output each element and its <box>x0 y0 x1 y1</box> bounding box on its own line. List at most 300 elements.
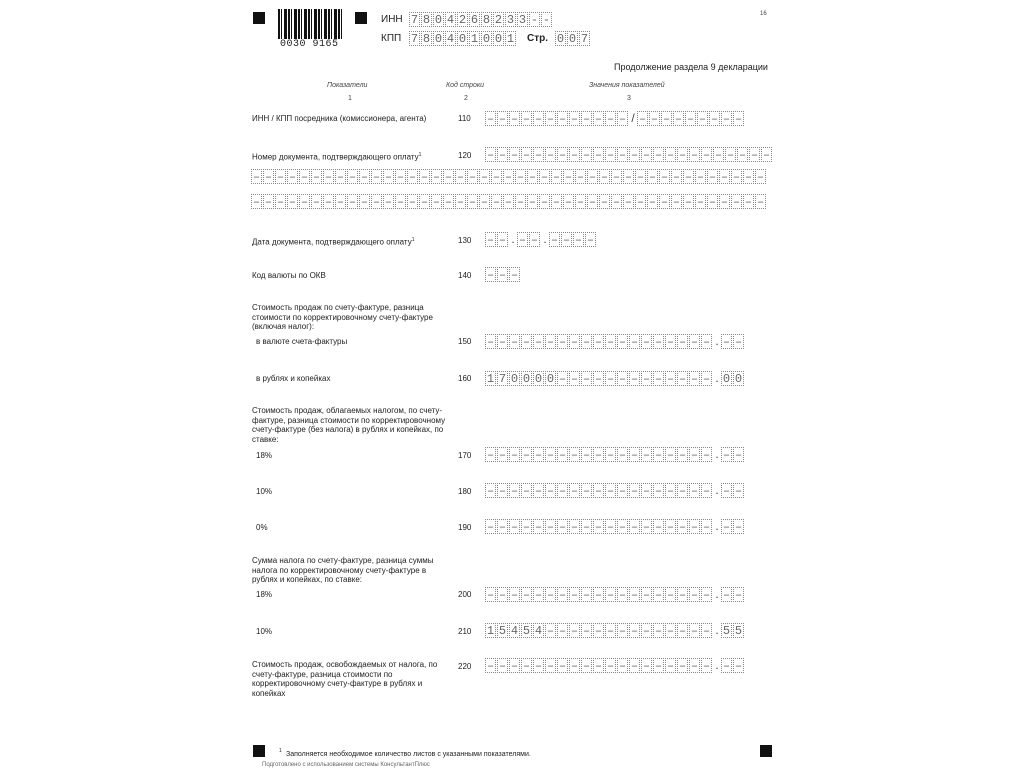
char-cell: – <box>510 659 519 673</box>
char-cell: – <box>534 148 543 162</box>
char-cell: – <box>252 170 261 184</box>
char-cell: – <box>666 335 675 349</box>
row-210-field[interactable] <box>485 623 745 638</box>
char-cell: – <box>720 170 729 184</box>
char-cell: – <box>582 112 591 126</box>
char-cell: – <box>372 170 381 184</box>
char-cell: – <box>666 520 675 534</box>
char-cell: – <box>498 268 507 282</box>
char-cell: – <box>618 520 627 534</box>
row-130-date-field[interactable] <box>485 232 597 247</box>
char-cell: – <box>642 588 651 602</box>
char-cell: 0 <box>510 372 519 386</box>
row-120-label-text: Номер документа, подтверждающего оплату <box>252 152 419 162</box>
char-cell: – <box>432 170 441 184</box>
row-210-code: 210 <box>458 627 472 636</box>
row-190-code: 190 <box>458 523 472 532</box>
char-cell: – <box>492 195 501 209</box>
row-200-field[interactable] <box>485 587 745 602</box>
row-150-code: 150 <box>458 337 472 346</box>
char-cell: – <box>558 335 567 349</box>
char-cell: – <box>558 659 567 673</box>
char-cell: – <box>612 170 621 184</box>
char-cell: – <box>420 170 429 184</box>
char-cell: – <box>498 659 507 673</box>
char-cell: – <box>594 335 603 349</box>
char-cell: – <box>420 195 429 209</box>
char-cell: – <box>594 148 603 162</box>
char-cell: – <box>582 484 591 498</box>
row-130-footnote-mark: 1 <box>411 237 415 243</box>
char-cell: – <box>558 148 567 162</box>
row-180-label: 10% <box>256 487 273 496</box>
footnote-mark: 1 <box>279 748 282 754</box>
char-cell: 0 <box>734 372 743 386</box>
row-110-field[interactable] <box>485 111 745 126</box>
char-cell: – <box>678 372 687 386</box>
char-cell: – <box>582 659 591 673</box>
char-cell: – <box>498 233 507 247</box>
char-cell: – <box>642 148 651 162</box>
source-note: Подготовлено с использованием системы КонсультантПлюс <box>262 762 430 768</box>
char-cell: – <box>654 335 663 349</box>
row-160-label: в рублях и копейках <box>256 374 331 383</box>
char-cell: 2 <box>494 13 503 27</box>
char-cell: – <box>582 335 591 349</box>
char-cell: – <box>504 195 513 209</box>
char-cell: – <box>714 148 723 162</box>
char-cell: – <box>498 148 507 162</box>
char-cell: 0 <box>482 32 491 46</box>
row-160-field[interactable] <box>485 371 745 386</box>
char-cell: – <box>690 624 699 638</box>
char-cell: – <box>510 588 519 602</box>
char-cell: 0 <box>534 372 543 386</box>
char-cell: – <box>630 148 639 162</box>
row-120-label <box>252 151 442 162</box>
char-cell: – <box>594 484 603 498</box>
row-180-field[interactable] <box>485 483 745 498</box>
char-cell: 4 <box>510 624 519 638</box>
char-cell: – <box>726 148 735 162</box>
barcode-icon <box>278 9 344 39</box>
row-140-field[interactable] <box>485 267 521 282</box>
char-cell: – <box>606 448 615 462</box>
char-cell: – <box>570 112 579 126</box>
char-cell: – <box>534 335 543 349</box>
row-130-label-text: Дата документа, подтверждающего оплату <box>252 237 412 247</box>
char-cell: – <box>408 195 417 209</box>
char-cell: - <box>530 13 539 27</box>
char-cell: – <box>432 195 441 209</box>
corner-marker-top-mid <box>355 12 367 24</box>
char-cell: – <box>756 170 765 184</box>
char-cell: – <box>264 195 273 209</box>
char-cell: – <box>576 195 585 209</box>
char-cell: – <box>734 520 743 534</box>
char-cell: – <box>522 335 531 349</box>
char-cell: – <box>678 520 687 534</box>
row-110-code: 110 <box>458 114 471 123</box>
char-cell: – <box>600 170 609 184</box>
char-cell: 5 <box>522 624 531 638</box>
char-cell: – <box>650 112 659 126</box>
char-cell: – <box>630 659 639 673</box>
char-cell: – <box>678 588 687 602</box>
char-cell: – <box>654 588 663 602</box>
column-number-3: 3 <box>627 95 631 102</box>
row-120-field-line-1[interactable] <box>485 147 773 162</box>
char-cell: – <box>486 588 495 602</box>
separator: . <box>715 587 719 601</box>
char-cell: – <box>630 588 639 602</box>
char-cell: – <box>558 112 567 126</box>
char-cell: – <box>558 484 567 498</box>
char-cell: 8 <box>422 13 431 27</box>
char-cell: – <box>570 372 579 386</box>
separator: . <box>715 447 719 461</box>
column-number-2: 2 <box>464 95 468 102</box>
char-cell: – <box>654 448 663 462</box>
char-cell: – <box>384 195 393 209</box>
char-cell: – <box>612 195 621 209</box>
char-cell: – <box>738 148 747 162</box>
char-cell: – <box>486 268 495 282</box>
char-cell: – <box>618 112 627 126</box>
char-cell: – <box>690 448 699 462</box>
char-cell: – <box>686 112 695 126</box>
char-cell: – <box>734 448 743 462</box>
char-cell: – <box>576 170 585 184</box>
char-cell: – <box>558 372 567 386</box>
char-cell: – <box>666 588 675 602</box>
char-cell: – <box>698 112 707 126</box>
char-cell: – <box>654 659 663 673</box>
column-number-1: 1 <box>348 95 352 102</box>
char-cell: – <box>444 195 453 209</box>
char-cell: – <box>522 448 531 462</box>
group-170-label: Стоимость продаж, облагаемых налогом, по счету-фактуре, разница стоимости по корректировочному счету-фактуре (без налога) в рублях и копейках, по ставке: <box>252 406 446 444</box>
char-cell: – <box>654 372 663 386</box>
char-cell: – <box>288 195 297 209</box>
char-cell: – <box>510 484 519 498</box>
char-cell: – <box>734 335 743 349</box>
separator: . <box>715 371 719 385</box>
separator: . <box>715 658 719 672</box>
char-cell: – <box>510 268 519 282</box>
char-cell: – <box>498 588 507 602</box>
char-cell: – <box>360 195 369 209</box>
row-200-code: 200 <box>458 590 472 599</box>
char-cell: – <box>702 484 711 498</box>
separator: . <box>715 334 719 348</box>
char-cell: – <box>570 520 579 534</box>
row-210-label: 10% <box>256 627 273 636</box>
char-cell: – <box>300 170 309 184</box>
char-cell: – <box>708 170 717 184</box>
row-190-field[interactable] <box>485 519 745 534</box>
char-cell: – <box>546 520 555 534</box>
char-cell: – <box>324 170 333 184</box>
char-cell: – <box>540 195 549 209</box>
char-cell: – <box>468 195 477 209</box>
char-cell: – <box>546 588 555 602</box>
inn-label: ИНН <box>381 14 403 25</box>
char-cell: – <box>690 148 699 162</box>
char-cell: – <box>516 170 525 184</box>
row-140-code: 140 <box>458 271 472 280</box>
char-cell: – <box>636 195 645 209</box>
char-cell: – <box>360 170 369 184</box>
footnote-text: Заполняется необходимое количество листов с указанными показателями. <box>286 751 531 758</box>
char-cell: 1 <box>470 32 479 46</box>
continuation-title: Продолжение раздела 9 декларации <box>614 62 768 72</box>
char-cell: – <box>522 484 531 498</box>
char-cell: – <box>582 148 591 162</box>
char-cell: 1 <box>506 32 515 46</box>
char-cell: – <box>582 448 591 462</box>
char-cell: – <box>570 588 579 602</box>
group-200-label: Сумма налога по счету-фактуре, разница суммы налога по корректировочному счету-фактуре в рублях и копейках, по ставке: <box>252 556 434 584</box>
char-cell: – <box>666 448 675 462</box>
char-cell: 5 <box>722 624 731 638</box>
char-cell: – <box>468 170 477 184</box>
char-cell: – <box>570 335 579 349</box>
char-cell: 7 <box>580 32 589 46</box>
char-cell: – <box>594 588 603 602</box>
char-cell: – <box>606 148 615 162</box>
char-cell: – <box>734 588 743 602</box>
char-cell: – <box>678 335 687 349</box>
row-180-code: 180 <box>458 487 472 496</box>
char-cell: 4 <box>446 32 455 46</box>
char-cell: – <box>666 624 675 638</box>
char-cell: – <box>684 170 693 184</box>
char-cell: – <box>678 659 687 673</box>
row-120-field-line-3[interactable] <box>251 194 767 209</box>
char-cell: – <box>546 659 555 673</box>
char-cell: – <box>522 659 531 673</box>
char-cell: – <box>546 624 555 638</box>
char-cell: – <box>678 148 687 162</box>
char-cell: – <box>630 484 639 498</box>
char-cell: – <box>552 195 561 209</box>
char-cell: – <box>558 448 567 462</box>
char-cell: – <box>722 659 731 673</box>
char-cell: – <box>648 170 657 184</box>
row-220-field[interactable] <box>485 658 745 673</box>
char-cell: – <box>624 170 633 184</box>
char-cell: – <box>720 195 729 209</box>
char-cell: – <box>498 484 507 498</box>
char-cell: 3 <box>518 13 527 27</box>
char-cell: – <box>702 659 711 673</box>
char-cell: – <box>288 170 297 184</box>
char-cell: – <box>744 170 753 184</box>
char-cell: – <box>642 659 651 673</box>
char-cell: – <box>690 659 699 673</box>
row-130-code: 130 <box>458 236 472 245</box>
row-160-code: 160 <box>458 374 472 383</box>
char-cell: – <box>638 112 647 126</box>
row-140-label: Код валюты по ОКВ <box>252 271 326 280</box>
char-cell: – <box>666 484 675 498</box>
char-cell: – <box>558 520 567 534</box>
char-cell: – <box>722 520 731 534</box>
row-200-label: 18% <box>256 590 273 599</box>
char-cell: – <box>348 170 357 184</box>
char-cell: – <box>530 233 539 247</box>
char-cell: – <box>642 484 651 498</box>
char-cell: – <box>510 148 519 162</box>
char-cell: – <box>630 520 639 534</box>
char-cell: – <box>582 624 591 638</box>
char-cell: – <box>654 520 663 534</box>
char-cell: – <box>606 112 615 126</box>
char-cell: – <box>722 335 731 349</box>
char-cell: – <box>606 484 615 498</box>
separator: . <box>715 623 719 637</box>
row-170-field[interactable] <box>485 447 745 462</box>
corner-marker-bottom-right <box>760 745 772 757</box>
char-cell: 8 <box>422 32 431 46</box>
char-cell: 7 <box>410 32 419 46</box>
char-cell: – <box>570 484 579 498</box>
row-170-label: 18% <box>256 451 273 460</box>
char-cell: – <box>252 195 261 209</box>
char-cell: – <box>708 195 717 209</box>
char-cell: – <box>666 372 675 386</box>
char-cell: 0 <box>434 13 443 27</box>
char-cell: – <box>540 170 549 184</box>
char-cell: 5 <box>498 624 507 638</box>
char-cell: – <box>588 195 597 209</box>
char-cell: – <box>722 484 731 498</box>
char-cell: – <box>690 588 699 602</box>
char-cell: – <box>642 335 651 349</box>
row-150-label: в валюте счета-фактуры <box>256 337 348 346</box>
char-cell: 0 <box>546 372 555 386</box>
char-cell: – <box>660 170 669 184</box>
char-cell: – <box>624 195 633 209</box>
char-cell: – <box>480 195 489 209</box>
char-cell: 2 <box>458 13 467 27</box>
char-cell: – <box>324 195 333 209</box>
char-cell: – <box>618 588 627 602</box>
char-cell: – <box>336 170 345 184</box>
char-cell: – <box>756 195 765 209</box>
char-cell: – <box>444 170 453 184</box>
inn-field[interactable] <box>409 12 553 27</box>
corner-marker-bottom-left <box>253 745 265 757</box>
char-cell: – <box>642 624 651 638</box>
char-cell: – <box>534 484 543 498</box>
char-cell: – <box>678 484 687 498</box>
char-cell: – <box>732 195 741 209</box>
char-cell: 8 <box>482 13 491 27</box>
char-cell: – <box>336 195 345 209</box>
group-150-label: Стоимость продаж по счету-фактуре, разница стоимости по корректировочному счету-фактуре (включая налог): <box>252 303 433 331</box>
char-cell: – <box>558 588 567 602</box>
char-cell: – <box>534 112 543 126</box>
char-cell: – <box>630 448 639 462</box>
row-130-label <box>252 236 442 247</box>
char-cell: – <box>586 233 595 247</box>
char-cell: – <box>744 195 753 209</box>
char-cell: 5 <box>734 624 743 638</box>
char-cell: – <box>492 170 501 184</box>
char-cell: – <box>642 372 651 386</box>
char-cell: – <box>722 588 731 602</box>
char-cell: – <box>618 624 627 638</box>
char-cell: – <box>498 335 507 349</box>
char-cell: 0 <box>458 32 467 46</box>
page-number-field[interactable] <box>555 31 591 46</box>
row-120-footnote-mark: 1 <box>418 152 422 158</box>
barcode-number: 0030 9165 <box>280 39 339 50</box>
char-cell: – <box>660 195 669 209</box>
char-cell: – <box>618 484 627 498</box>
char-cell: – <box>384 170 393 184</box>
char-cell: – <box>396 195 405 209</box>
char-cell: – <box>606 659 615 673</box>
char-cell: – <box>702 372 711 386</box>
separator: . <box>511 232 515 246</box>
column-header-values: Значения показателей <box>589 82 665 89</box>
char-cell: – <box>546 112 555 126</box>
char-cell: – <box>600 195 609 209</box>
char-cell: – <box>690 520 699 534</box>
char-cell: – <box>674 112 683 126</box>
char-cell: – <box>630 335 639 349</box>
row-120-field-line-2[interactable] <box>251 169 767 184</box>
char-cell: – <box>534 448 543 462</box>
char-cell: – <box>456 170 465 184</box>
char-cell: – <box>522 112 531 126</box>
char-cell: – <box>562 233 571 247</box>
char-cell: – <box>498 520 507 534</box>
char-cell: 0 <box>568 32 577 46</box>
char-cell: – <box>486 448 495 462</box>
char-cell: – <box>654 484 663 498</box>
char-cell: – <box>710 112 719 126</box>
char-cell: 7 <box>410 13 419 27</box>
kpp-field[interactable] <box>409 31 517 46</box>
char-cell: – <box>690 484 699 498</box>
char-cell: – <box>690 372 699 386</box>
char-cell: – <box>654 624 663 638</box>
char-cell: – <box>594 659 603 673</box>
char-cell: – <box>722 448 731 462</box>
char-cell: – <box>408 170 417 184</box>
sheet-number: 16 <box>760 11 767 17</box>
char-cell: – <box>582 588 591 602</box>
char-cell: – <box>666 148 675 162</box>
char-cell: – <box>642 520 651 534</box>
char-cell: – <box>498 112 507 126</box>
char-cell: – <box>486 148 495 162</box>
char-cell: – <box>588 170 597 184</box>
char-cell: – <box>312 170 321 184</box>
char-cell: – <box>606 624 615 638</box>
row-150-field[interactable] <box>485 334 745 349</box>
char-cell: 0 <box>434 32 443 46</box>
char-cell: – <box>510 520 519 534</box>
char-cell: – <box>594 624 603 638</box>
char-cell: – <box>702 148 711 162</box>
char-cell: – <box>528 195 537 209</box>
char-cell: – <box>636 170 645 184</box>
